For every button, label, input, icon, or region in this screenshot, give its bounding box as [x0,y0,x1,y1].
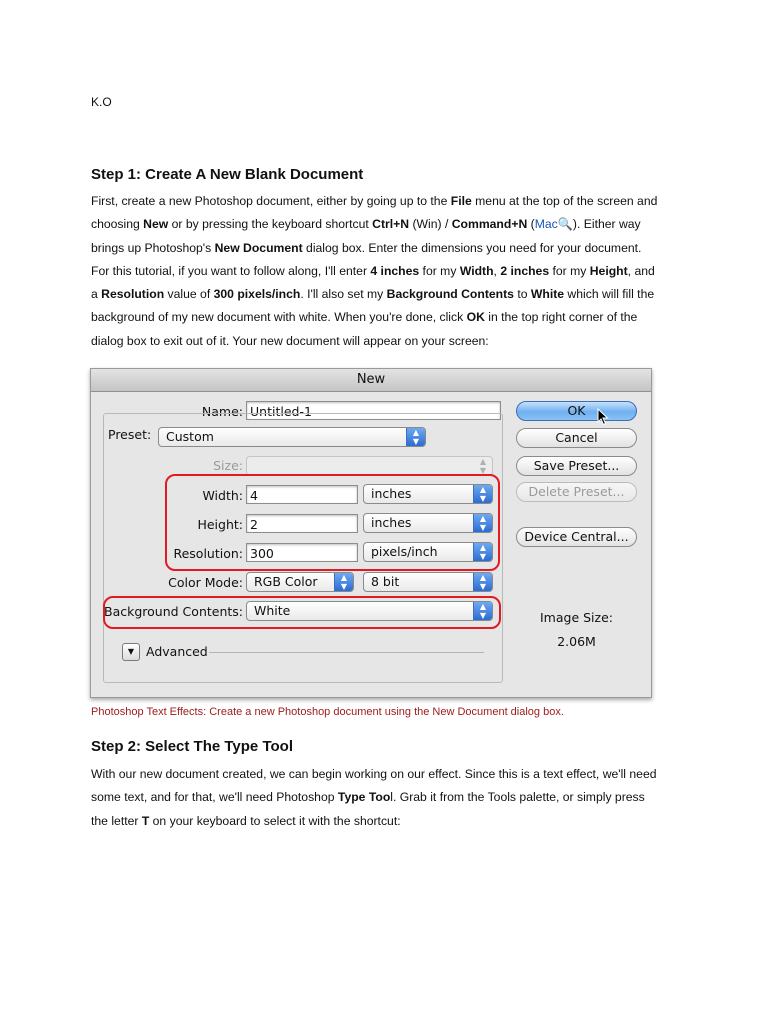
author-initials: K.O [91,95,112,109]
background-contents-label: Background Contents: [104,604,243,619]
preset-arrows-icon: ▲ ▼ [406,428,425,446]
bold-run: White [530,287,565,302]
device-central-button[interactable]: Device Central... [516,527,637,547]
advanced-divider [209,652,484,653]
text-line [91,786,681,809]
height-unit-arrows-icon: ▲ ▼ [473,514,492,532]
bold-run: 2 inches [500,263,550,278]
text-run: brings up Photoshop's [91,240,215,255]
bit-depth-select[interactable] [363,572,493,592]
name-input[interactable]: Untitled-1 [246,401,501,420]
resolution-label: Resolution: [173,546,243,561]
text-line [91,213,681,236]
dialog-body [91,392,651,697]
size-label: Size: [213,458,243,473]
bold-run: Command+N [451,217,528,232]
text-run: on your keyboard to select it with the shortcut: [149,813,401,828]
bold-run: Height [589,263,628,278]
text-run: some text, and for that, we'll need Photoshop [91,790,338,805]
color-mode-label: Color Mode: [168,575,243,590]
background-contents-value: White [254,603,291,618]
text-run: dialog box. Enter the dimensions you need for your document. [302,240,642,255]
text-line [91,283,681,306]
text-run: ). Either way [572,217,641,232]
mac-link[interactable]: Mac [534,217,558,232]
text-line [91,763,681,786]
text-run: menu at the top of the screen and [471,194,658,208]
text-run: . I'll also set my [300,287,387,302]
text-line [91,237,681,260]
mac-link[interactable]: 🔍 [557,217,573,232]
text-run: in the top right corner of the [484,310,638,325]
bit-depth-arrows-icon: ▲ ▼ [473,573,492,591]
color-mode-value: RGB Color [254,574,318,589]
text-run: , [493,263,501,278]
text-run: First, create a new Photoshop document, either by going up to the [91,194,451,208]
resolution-unit-value: pixels/inch [371,544,438,559]
size-arrows-icon: ▲ ▼ [479,457,487,475]
dimensions-highlight [165,474,500,571]
bold-run: Resolution [101,287,165,302]
image-size-label: Image Size: [540,610,613,625]
ok-button[interactable]: OK [516,401,637,421]
mouse-pointer-icon [597,408,609,426]
text-run: (Win) / [409,217,452,232]
text-run: the letter [91,813,142,828]
name-label: Name: [201,404,243,419]
text-run: ( [527,217,535,232]
step2-paragraph [91,763,681,833]
bold-run: OK [466,310,485,325]
bold-run: Background Contents [386,287,514,302]
new-document-dialog [90,368,652,698]
preset-label: Preset: [106,427,172,442]
width-input[interactable]: 4 [246,485,358,504]
text-run: , and [627,263,655,278]
step2-heading: Step 2: Select The Type Tool [91,738,293,755]
background-arrows-icon: ▲ ▼ [473,602,492,620]
resolution-input[interactable]: 300 [246,543,358,562]
step1-paragraph [91,190,681,353]
width-unit-value: inches [371,486,412,501]
bold-run: Width [459,263,494,278]
height-unit-value: inches [371,515,412,530]
bit-depth-value: 8 bit [371,574,400,589]
text-run: value of [164,287,214,302]
text-line [91,260,681,283]
figure-caption: Photoshop Text Effects: Create a new Photoshop document using the New Document dialog box. [91,706,564,718]
bold-run: 300 pixels/inch [213,287,301,302]
bold-run: File [450,194,472,208]
height-input[interactable]: 2 [246,514,358,533]
bold-run: T [141,813,150,828]
bold-run: New [143,217,169,232]
text-run: for my [419,263,460,278]
height-label: Height: [197,517,243,532]
text-run: For this tutorial, if you want to follow along, I'll enter [91,263,371,278]
text-run: choosing [91,217,144,232]
text-line [91,306,681,329]
cancel-button[interactable]: Cancel [516,428,637,448]
text-run: a [91,287,102,302]
advanced-label: Advanced [146,644,208,659]
bold-run: Type Too [337,790,391,805]
step1-heading: Step 1: Create A New Blank Document [91,166,364,183]
text-run: With our new document created, we can begin working on our effect. Since this is a text effect, we'll need [91,767,657,781]
text-line [91,330,681,353]
bold-run: Ctrl+N [372,217,410,232]
text-run: background of my new document with white. When you're done, click [91,310,467,325]
preset-select[interactable] [158,427,426,447]
width-unit-arrows-icon: ▲ ▼ [473,485,492,503]
text-line [91,190,681,213]
width-label: Width: [202,488,243,503]
text-run: for my [549,263,590,278]
advanced-toggle-button[interactable]: ▼ [122,643,140,661]
text-run: dialog box to exit out of it. Your new document will appear on your screen: [91,333,489,348]
size-select [246,456,493,476]
color-mode-arrows-icon: ▲ ▼ [334,573,353,591]
save-preset-button[interactable]: Save Preset... [516,456,637,476]
background-highlight [103,596,501,629]
text-line [91,810,681,833]
text-run: which will fill the [564,287,655,302]
text-run: or by pressing the keyboard shortcut [168,217,373,232]
bold-run: New Document [214,240,303,255]
bold-run: 4 inches [370,263,420,278]
text-run: l. Grab it from the Tools palette, or simply press [390,790,645,805]
preset-value: Custom [166,429,214,444]
image-size-value: 2.06M [557,634,596,649]
text-run: to [513,287,531,302]
color-mode-select[interactable] [246,572,354,592]
dialog-title: New [91,369,651,392]
resolution-unit-arrows-icon: ▲ ▼ [473,543,492,561]
delete-preset-button: Delete Preset... [516,482,637,502]
